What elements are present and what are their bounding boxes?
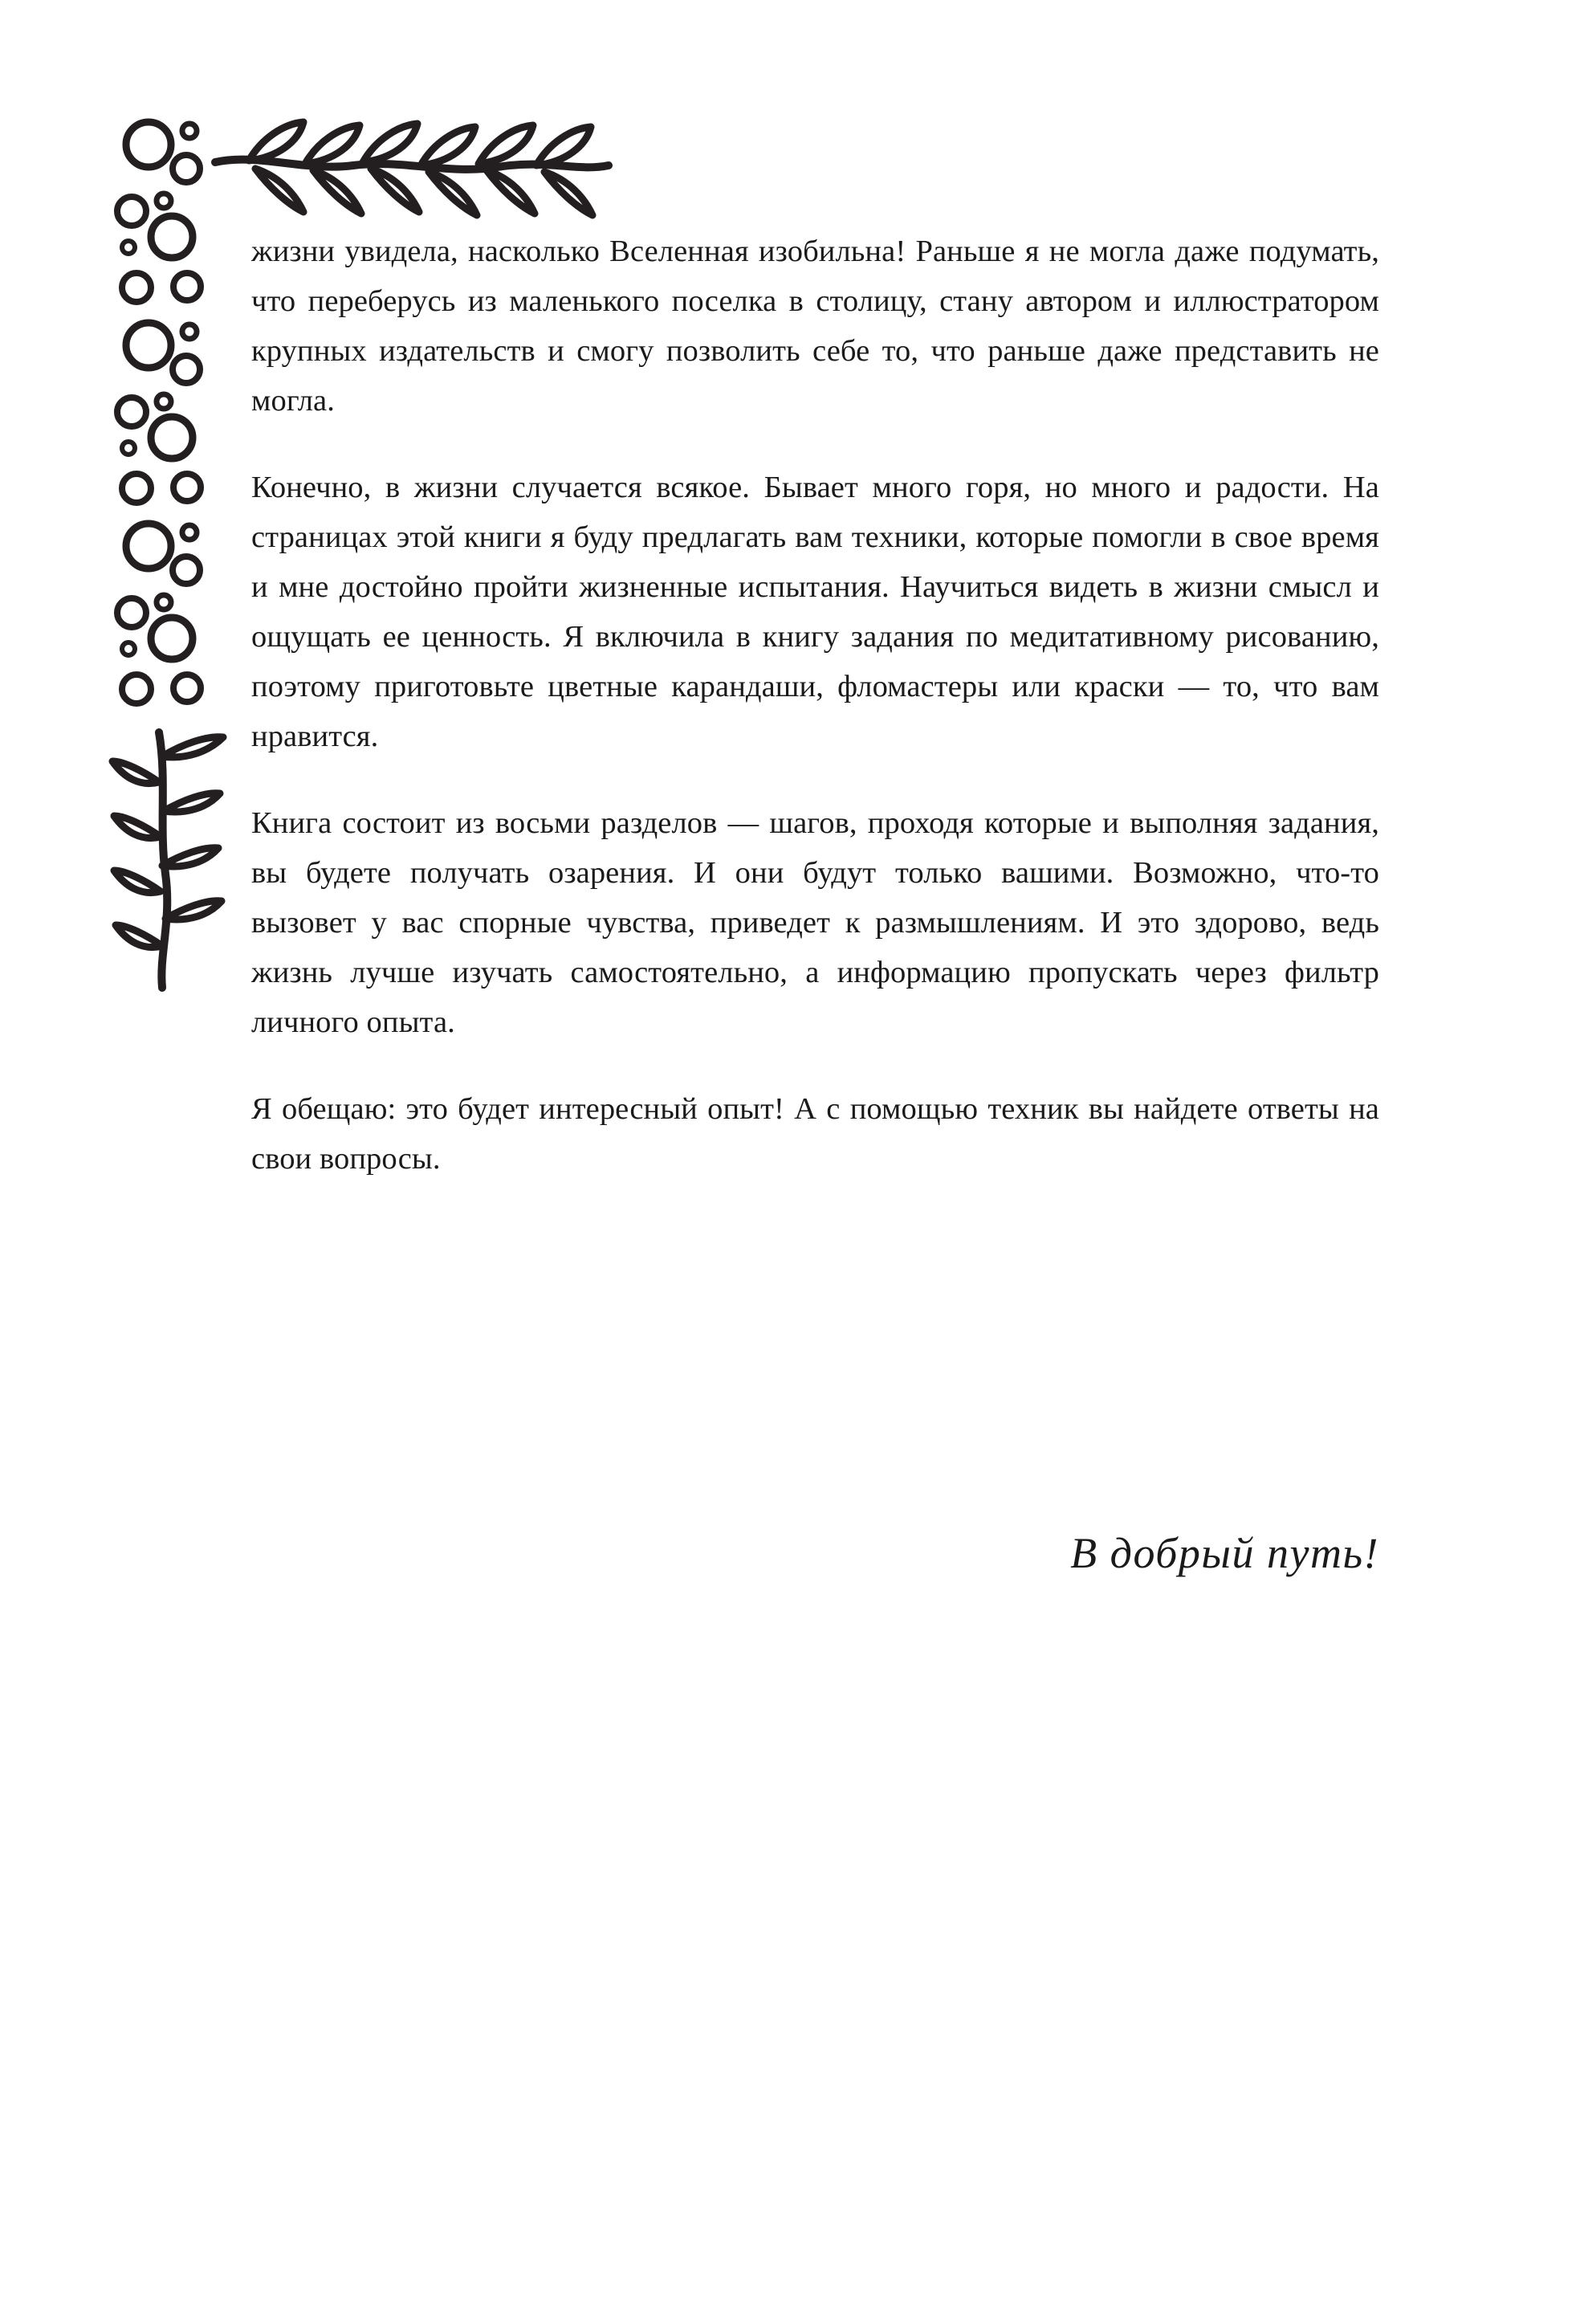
bubble-circles-group xyxy=(117,122,201,703)
body-text-column xyxy=(251,226,1379,1184)
paragraph: Книга состоит из восьми разделов — шагов, проходя которые и выполняя задания, вы будете получать озарения. И они будут только вашими. Возможно, что-то вызовет у вас спорные чувства, приведет к размышлениям. И это здорово, ведь жизнь лучше изучать самостоятельно, а информацию пропускать через фильтр личного опыта. xyxy=(251,806,1379,1039)
vertical-leafy-branch xyxy=(112,732,223,988)
closing-signature-row xyxy=(251,1528,1379,1578)
paragraph: жизни увидела, насколько Вселенная изобильна! Раньше я не могла даже подумать, что переберусь из маленького поселка в столицу, стану автором и иллюстратором крупных издательств и смогу позволить себе то, что раньше даже представить не могла. xyxy=(251,234,1379,418)
horizontal-leafy-branch xyxy=(215,122,609,215)
paragraph: Конечно, в жизни случается всякое. Бывает много горя, но много и радости. На страницах этой книги я буду предлагать вам техники, которые помогли в свое время и мне достойно пройти жизненные испытания. Научиться видеть в жизни смысл и ощущать ее ценность. Я включила в книгу задания по медитативному рисованию, поэтому приготовьте цветные карандаши, фломастеры или краски — то, что вам нравится. xyxy=(251,471,1379,753)
closing-signature: В добрый путь! xyxy=(1070,1529,1379,1577)
paragraph: Я обещаю: это будет интересный опыт! А с помощью техник вы найдете ответы на свои вопросы. xyxy=(251,1092,1379,1176)
